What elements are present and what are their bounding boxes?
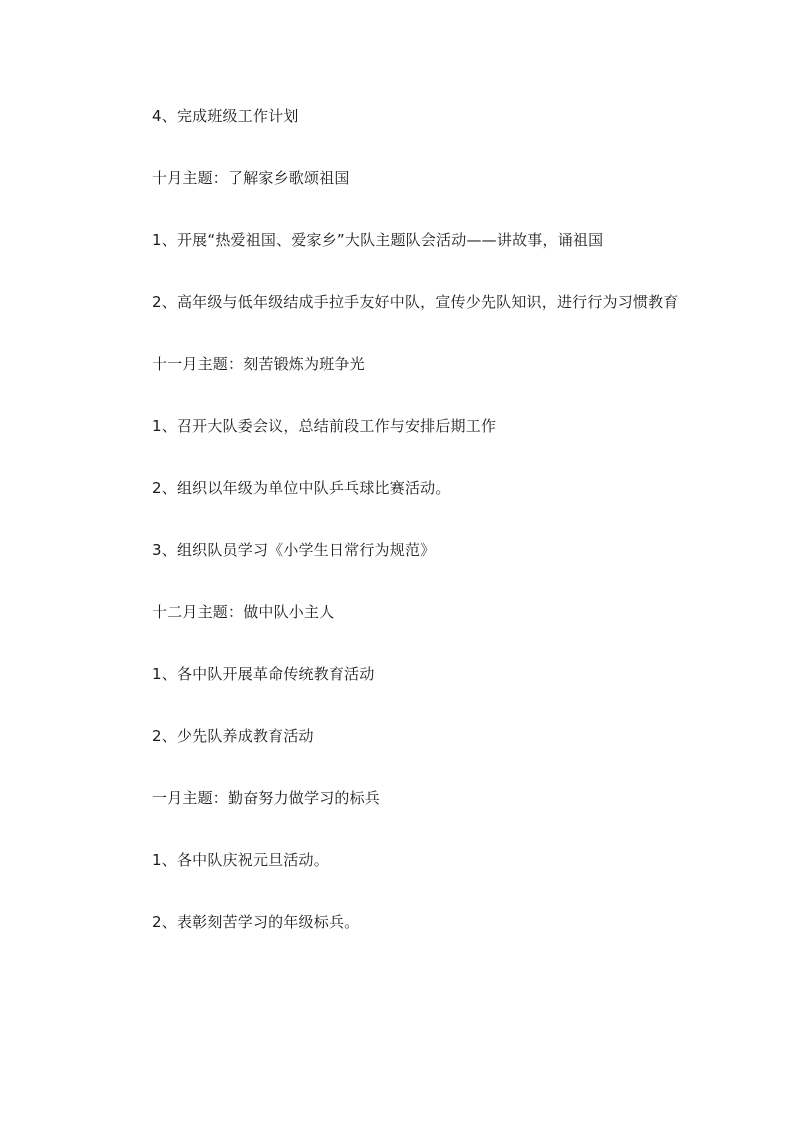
paragraph-item-4-plan: 4、完成班级工作计划	[152, 107, 299, 125]
paragraph-october-1: 1、开展“热爱祖国、爱家乡”大队主题队会活动——讲故事，诵祖国	[152, 231, 604, 249]
paragraph-january-2: 2、表彰刻苦学习的年级标兵。	[152, 913, 360, 931]
paragraph-december-1: 1、各中队开展革命传统教育活动	[152, 665, 375, 683]
section-heading-november: 十一月主题：刻苦锻炼为班争光	[152, 355, 365, 373]
paragraph-october-2: 2、高年级与低年级结成手拉手友好中队，宣传少先队知识，进行行为习惯教育	[152, 293, 679, 311]
document-body	[120, 96, 685, 943]
paragraph-january-1: 1、各中队庆祝元旦活动。	[152, 851, 329, 869]
paragraph-december-2: 2、少先队养成教育活动	[152, 727, 314, 745]
section-heading-october: 十月主题：了解家乡歌颂祖国	[152, 169, 350, 187]
section-heading-january: 一月主题：勤奋努力做学习的标兵	[152, 789, 381, 807]
paragraph-november-1: 1、召开大队委会议，总结前段工作与安排后期工作	[152, 417, 497, 435]
section-heading-december: 十二月主题：做中队小主人	[152, 603, 335, 621]
paragraph-november-3: 3、组织队员学习《小学生日常行为规范》	[152, 541, 436, 559]
paragraph-november-2: 2、组织以年级为单位中队乒乓球比赛活动。	[152, 479, 451, 497]
